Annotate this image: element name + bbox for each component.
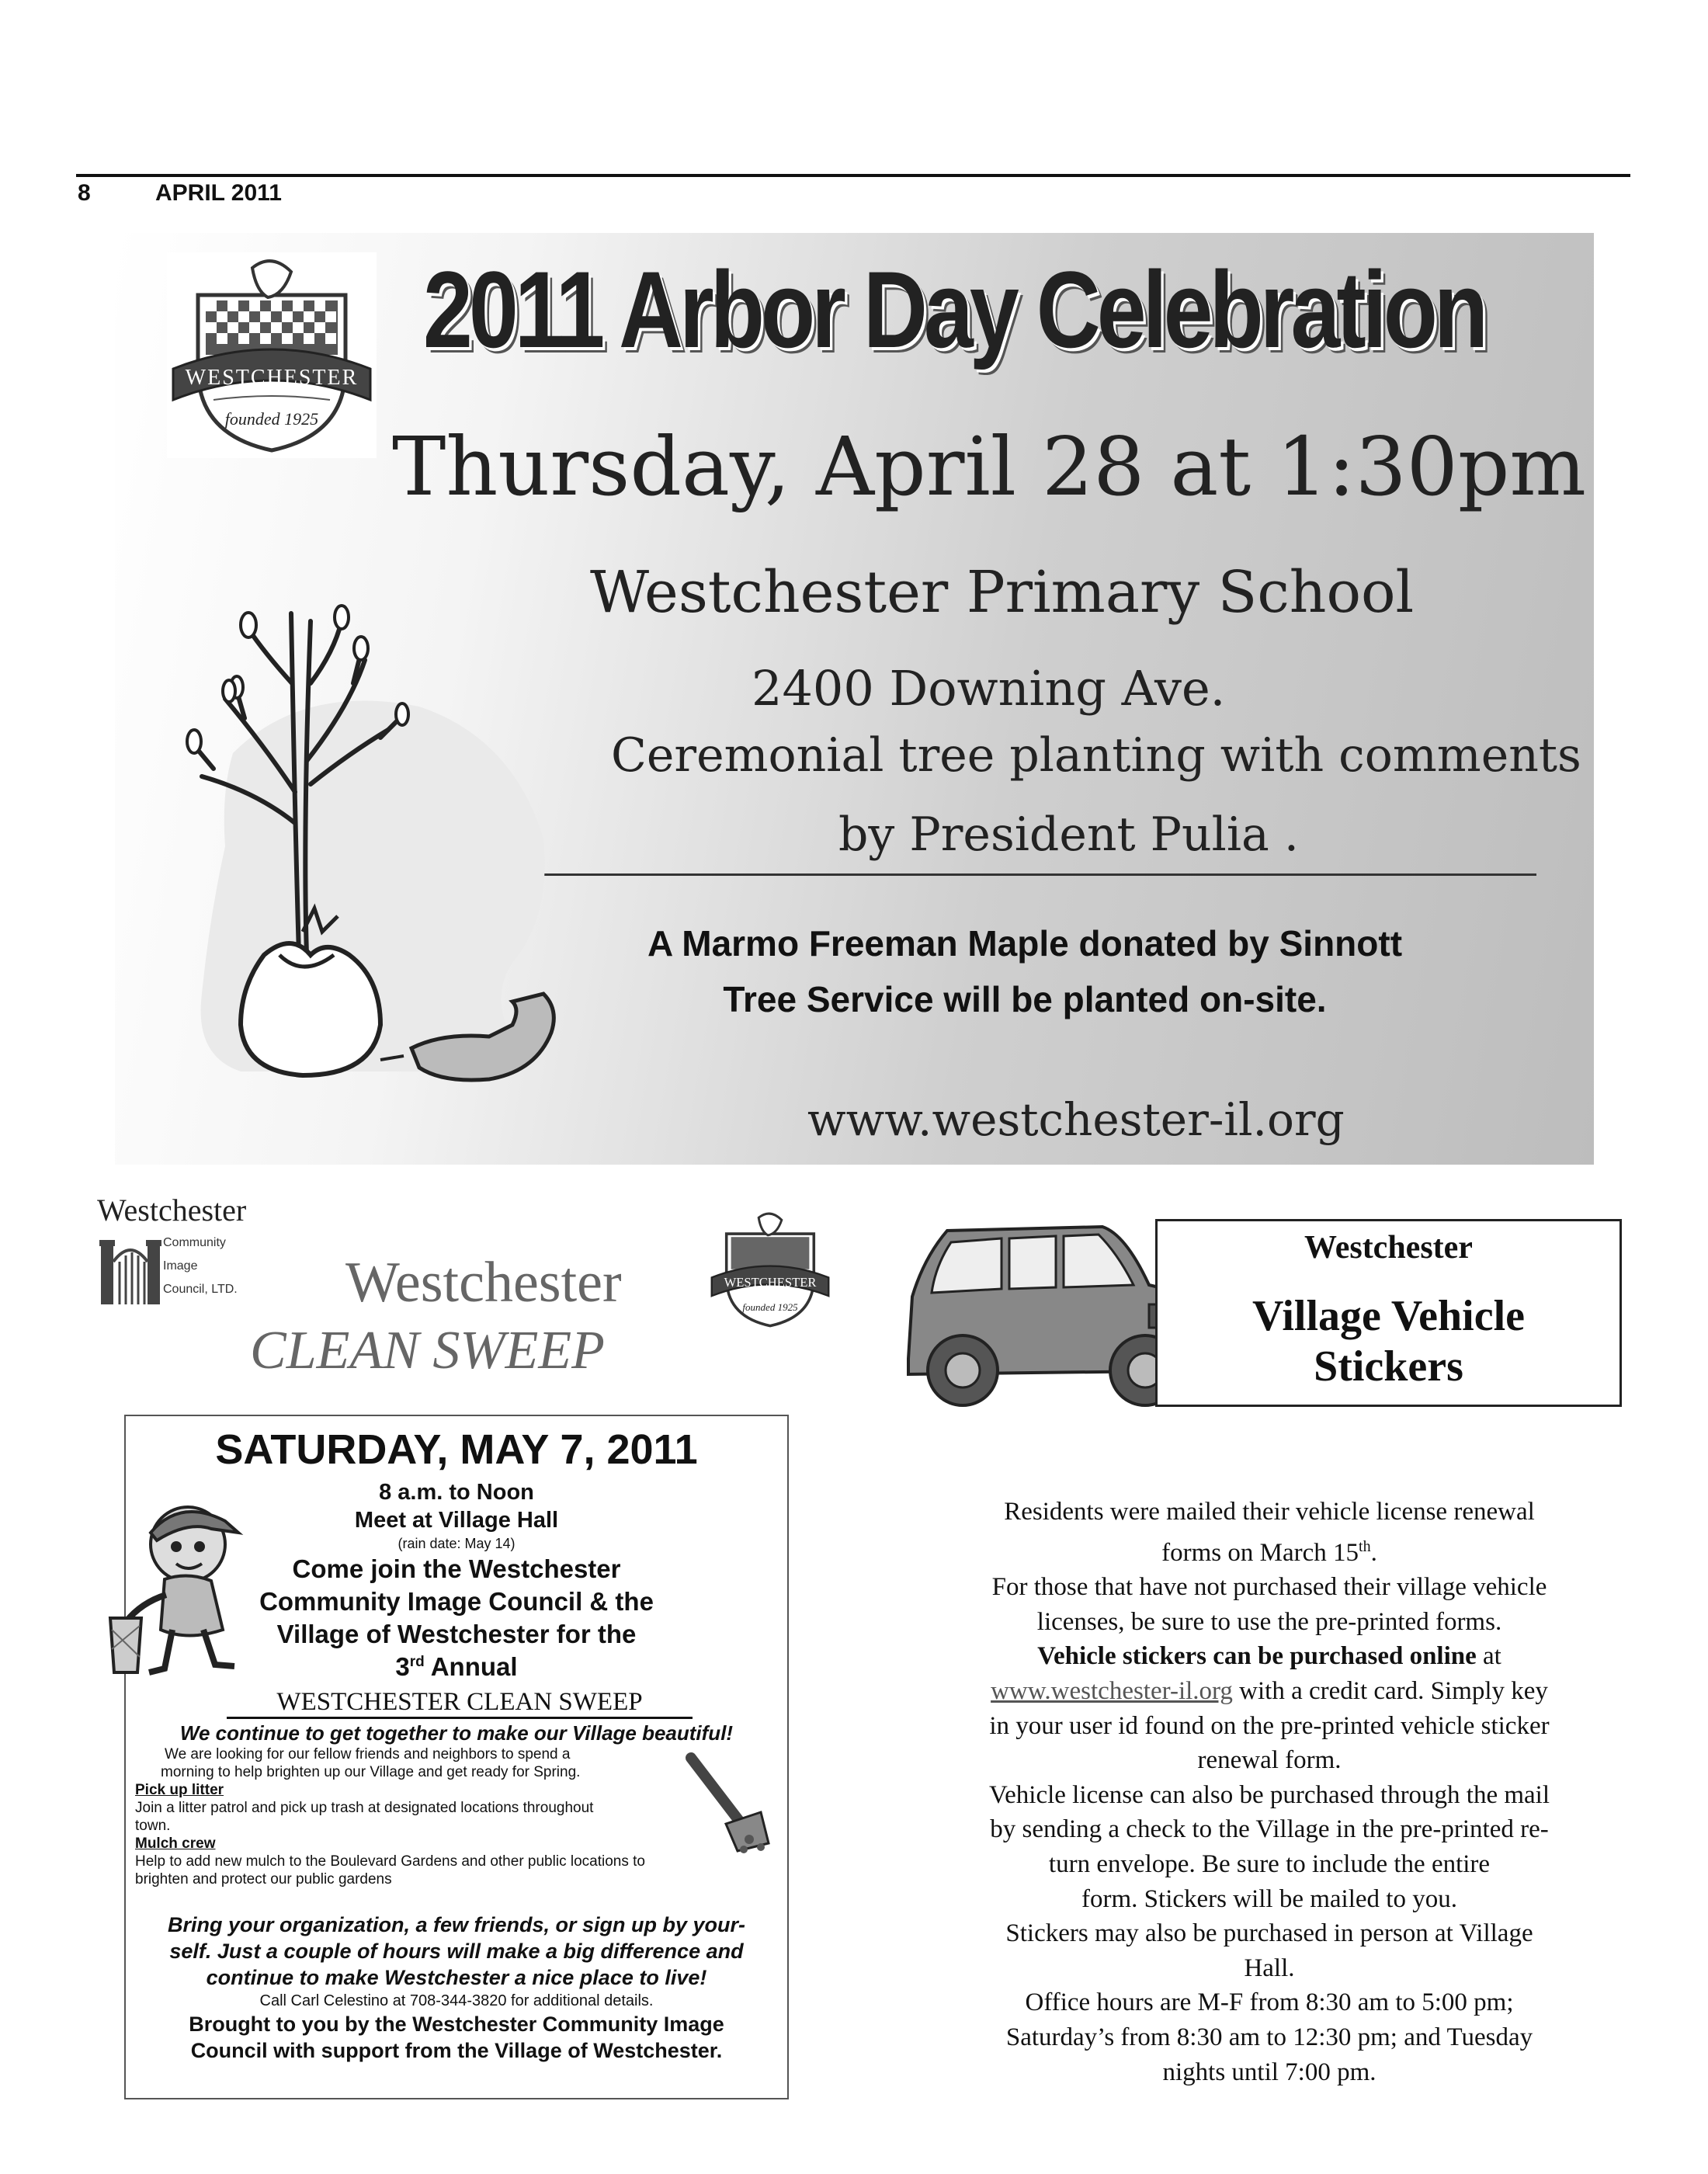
flyer-meet: Meet at Village Hall <box>354 1508 559 1533</box>
vehicle-p6c: nights until 7:00 pm. <box>1162 2058 1376 2086</box>
flyer-date: SATURDAY, MAY 7, 2011 <box>215 1426 698 1473</box>
clean-sweep-flyer <box>124 1415 789 2099</box>
vehicle-box-line1: Westchester <box>1304 1230 1473 1266</box>
flyer-brought-1: Brought to you by the Westchester Community Image <box>189 2013 724 2036</box>
vehicle-stickers-article <box>928 1495 1611 2089</box>
sapling-illustration <box>148 590 582 1103</box>
flyer-event-name: WESTCHESTER CLEAN SWEEP <box>227 1688 693 1719</box>
banner-divider <box>541 873 1536 876</box>
council-logo-line2: Image <box>163 1259 198 1273</box>
clean-sweep-subheading: CLEAN SWEEP <box>250 1321 605 1380</box>
vehicle-p5b: Hall. <box>1244 1953 1295 1982</box>
flyer-bring-3: continue to make Westchester a nice place to live! <box>206 1966 707 1989</box>
vehicle-p3d: renewal form. <box>1197 1746 1342 1775</box>
flyer-bring-1: Bring your organization, a few friends, or sign up by your- <box>167 1913 746 1936</box>
vehicle-p2a: For those that have not purchased their village vehicle <box>991 1573 1547 1602</box>
vehicle-stickers-box <box>1155 1219 1622 1407</box>
flyer-intro-2: morning to help brighten up our Village and get ready for Spring. <box>161 1764 581 1780</box>
vehicle-p1b: forms on March 15th. <box>1161 1537 1377 1567</box>
flyer-litter-heading: Pick up litter <box>135 1782 224 1798</box>
flyer-join-2: Community Image Council & the <box>259 1587 654 1616</box>
page-number: 8 <box>78 180 91 206</box>
flyer-bring-2: self. Just a couple of hours will make a big difference and <box>169 1940 744 1963</box>
vehicle-p6a: Office hours are M-F from 8:30 am to 5:00 pm; <box>1025 1988 1514 2017</box>
flyer-litter-1: Join a litter patrol and pick up trash at designated locations throughout <box>135 1800 594 1816</box>
arbor-title: 2011 Arbor Day Celebration <box>423 248 1485 370</box>
flyer-join-3: Village of Westchester for the <box>276 1620 637 1648</box>
top-rule <box>76 174 1630 177</box>
vehicle-p4d: form. Stickers will be mailed to you. <box>1081 1884 1457 1913</box>
event-date: Thursday, April 28 at 1:30pm <box>392 419 1587 514</box>
flyer-mulch-2: brighten and protect our public gardens <box>135 1871 392 1887</box>
vehicle-box-line3: Stickers <box>1314 1342 1463 1391</box>
flyer-mulch-1: Help to add new mulch to the Boulevard Gardens and other public locations to <box>135 1853 645 1870</box>
flyer-time: 8 a.m. to Noon <box>379 1480 534 1505</box>
flyer-brought-2: Council with support from the Village of Westchester. <box>190 2039 723 2062</box>
council-logo-line1: Community <box>163 1236 226 1249</box>
logo-banner-text: WESTCHESTER <box>185 366 359 390</box>
flyer-rain-date: (rain date: May 14) <box>397 1536 516 1551</box>
small-logo-founded: founded 1925 <box>742 1301 798 1314</box>
vehicle-p4b: by sending a check to the Village in the pre-printed re- <box>990 1815 1549 1844</box>
event-location: Westchester Primary School <box>590 559 1415 626</box>
president-line: by President Pulia . <box>838 807 1299 862</box>
ceremony-line: Ceremonial tree planting with comments <box>611 728 1581 783</box>
vehicle-p3c: in your user id found on the pre-printed vehicle sticker <box>989 1711 1550 1740</box>
flyer-annual: 3rd Annual <box>395 1652 518 1681</box>
flyer-call: Call Carl Celestino at 708-344-3820 for additional details. <box>259 1992 654 2009</box>
donation-line-2: Tree Service will be planted on-site. <box>723 979 1327 1019</box>
vehicle-p3a: Vehicle stickers can be purchased online at <box>1037 1642 1501 1671</box>
vehicle-p4c: turn envelope. Be sure to include the entire <box>1048 1849 1491 1878</box>
rake-icon <box>683 1750 776 1859</box>
flyer-litter-2: town. <box>135 1818 171 1834</box>
flyer-mulch-heading: Mulch crew <box>135 1835 216 1852</box>
clean-sweep-heading: Westchester <box>345 1251 622 1314</box>
vehicle-website-link[interactable]: www.westchester-il.org <box>991 1676 1233 1705</box>
vehicle-p3b: www.westchester-il.org with a credit card. Simply key <box>991 1676 1548 1705</box>
vehicle-box-line2: Village Vehicle <box>1251 1292 1525 1340</box>
donation-line-1: A Marmo Freeman Maple donated by Sinnott <box>647 923 1403 964</box>
vehicle-p6b: Saturday’s from 8:30 am to 12:30 pm; and Tuesday <box>1005 2023 1533 2051</box>
vehicle-p5a: Stickers may also be purchased in person at Village <box>1005 1919 1533 1948</box>
issue-date: APRIL 2011 <box>155 180 282 206</box>
flyer-tagline: We continue to get together to make our Village beautiful! <box>179 1721 734 1745</box>
flyer-intro-1: We are looking for our fellow friends and neighbors to spend a <box>165 1746 571 1762</box>
vehicle-p1a: Residents were mailed their vehicle license renewal <box>1004 1498 1535 1526</box>
council-logo-line3: Council, LTD. <box>163 1283 238 1296</box>
westchester-logo-small <box>708 1207 832 1332</box>
vehicle-p4a: Vehicle license can also be purchased through the mail <box>988 1780 1550 1809</box>
event-address: 2400 Downing Ave. <box>752 660 1226 717</box>
council-gate-icon <box>99 1231 161 1304</box>
council-logo-name: Westchester <box>97 1193 247 1228</box>
flyer-join-1: Come join the Westchester <box>292 1554 621 1583</box>
kid-cartoon-illustration <box>95 1486 266 1680</box>
vehicle-p2b: licenses, be sure to use the pre-printed forms. <box>1036 1607 1502 1636</box>
westchester-logo <box>167 252 377 458</box>
logo-founded-text: founded 1925 <box>224 409 319 429</box>
website-link[interactable]: www.westchester-il.org <box>807 1093 1345 1146</box>
small-logo-banner: WESTCHESTER <box>724 1275 817 1290</box>
